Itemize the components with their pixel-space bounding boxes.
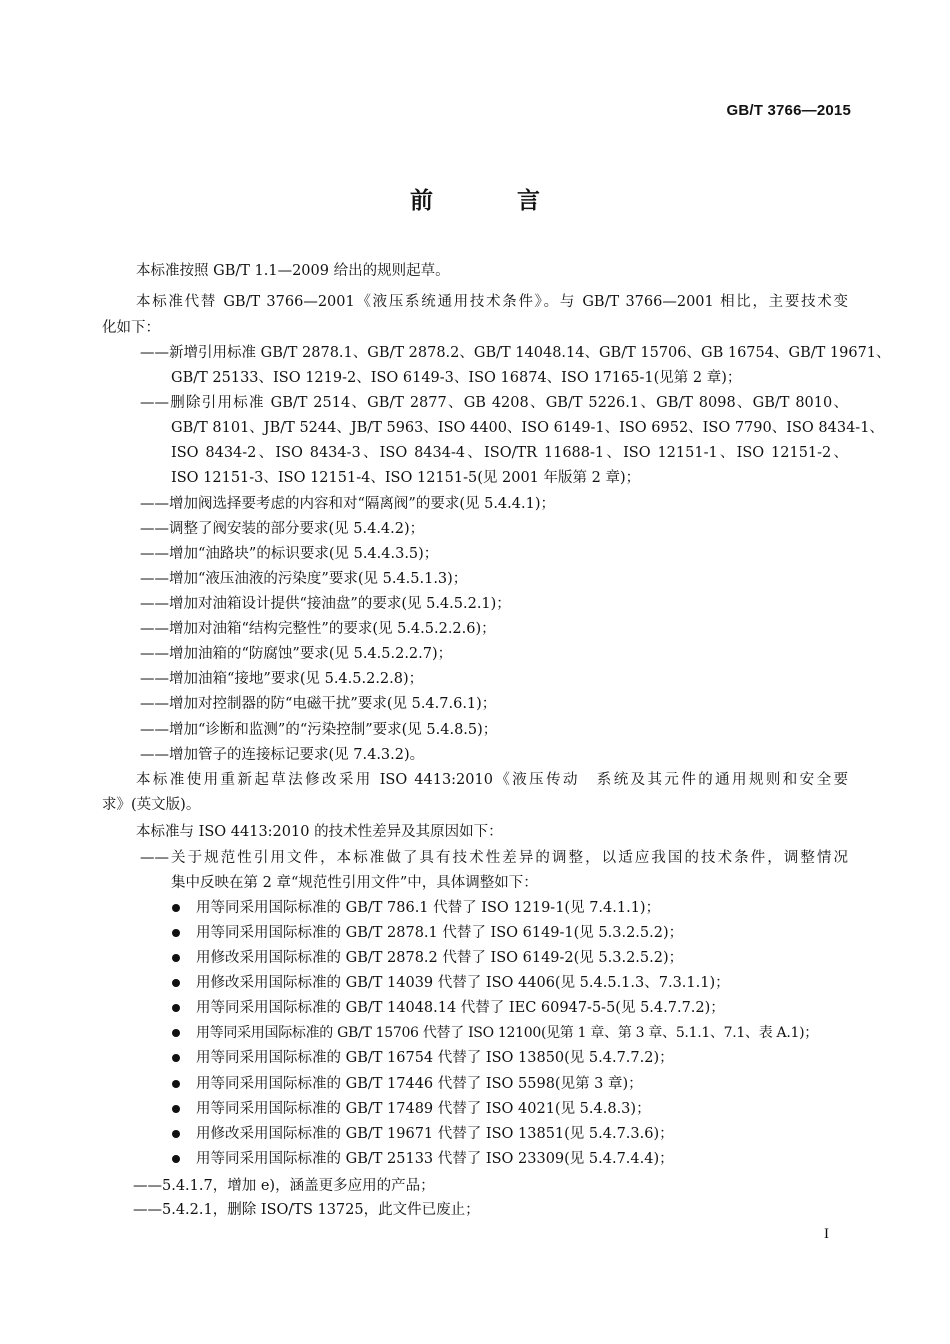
- paragraph-adoption: 本标准使用重新起草法修改采用 ISO 4413:2010《液压传动 系统及其元件的通用规则和安全要: [136, 772, 848, 788]
- change-item-added-refs-cont: GB/T 25133、ISO 1219-2、ISO 6149-3、ISO 16874、ISO 17165-1(见第 2 章)；: [171, 370, 742, 386]
- paragraph-adoption-cont: 求》(英文版)。: [102, 797, 201, 813]
- bullet-dot: [172, 929, 180, 937]
- bullet-dot: [172, 1004, 180, 1012]
- change-item: ——增加“油路块”的标识要求(见 5.4.4.3.5)；: [140, 546, 439, 562]
- page-number: I: [824, 1226, 829, 1242]
- change-item-deleted-refs: ——删除引用标准 GB/T 2514、GB/T 2877、GB 4208、GB/T 5226.1、GB/T 8098、GB/T 8010、: [140, 395, 848, 411]
- change-item: ——增加对油箱设计提供“接油盘”的要求(见 5.4.5.2.1)；: [140, 596, 511, 612]
- page-title: 前 言: [409, 188, 578, 214]
- bullet-dot: [172, 1155, 180, 1163]
- change-item-deleted-refs-cont: ISO 8434-2、ISO 8434-3、ISO 8434-4、ISO/TR 11688-1、ISO 12151-1、ISO 12151-2、: [171, 445, 848, 461]
- change-item-deleted-refs-cont: GB/T 8101、JB/T 5244、JB/T 5963、ISO 4400、ISO 6149-1、ISO 6952、ISO 7790、ISO 8434-1、: [171, 420, 884, 436]
- difference-item: ——5.4.2.1，删除 ISO/TS 13725，此文件已废止；: [133, 1202, 480, 1218]
- change-item: ——增加油箱“接地”要求(见 5.4.5.2.2.8)；: [140, 671, 424, 687]
- bullet-item: 用等同采用国际标准的 GB/T 25133 代替了 ISO 23309(见 5.4.7.4.4)；: [196, 1151, 674, 1167]
- bullet-item: 用等同采用国际标准的 GB/T 15706 代替了 ISO 12100(见第 1 章、第 3 章、5.1.1、7.1、表 A.1)；: [196, 1025, 818, 1041]
- difference-item-references: ——关于规范性引用文件，本标准做了具有技术性差异的调整，以适应我国的技术条件，调整情况: [140, 850, 848, 866]
- bullet-item: 用等同采用国际标准的 GB/T 14048.14 代替了 IEC 60947-5-5(见 5.4.7.7.2)；: [196, 1000, 725, 1016]
- paragraph-differences: 本标准与 ISO 4413:2010 的技术性差异及其原因如下：: [136, 824, 503, 840]
- paragraph-drafting-rule: 本标准按照 GB/T 1.1—2009 给出的规则起草。: [136, 263, 450, 279]
- change-item: ——增加阀选择要考虑的内容和对“隔离阀”的要求(见 5.4.4.1)；: [140, 496, 555, 512]
- bullet-item: 用等同采用国际标准的 GB/T 16754 代替了 ISO 13850(见 5.4.7.7.2)；: [196, 1050, 674, 1066]
- paragraph-replacement: 本标准代替 GB/T 3766—2001《液压系统通用技术条件》。与 GB/T 3766—2001 相比，主要技术变: [136, 294, 848, 310]
- change-item: ——增加油箱的“防腐蚀”要求(见 5.4.5.2.2.7)；: [140, 646, 453, 662]
- bullet-item: 用等同采用国际标准的 GB/T 2878.1 代替了 ISO 6149-1(见 5.3.2.5.2)；: [196, 925, 684, 941]
- bullet-dot: [172, 1054, 180, 1062]
- bullet-dot: [172, 1080, 180, 1088]
- bullet-item: 用等同采用国际标准的 GB/T 786.1 代替了 ISO 1219-1(见 7.4.1.1)；: [196, 900, 661, 916]
- paragraph-replacement-cont: 化如下：: [102, 320, 160, 336]
- change-item-deleted-refs-cont: ISO 12151-3、ISO 12151-4、ISO 12151-5(见 2001 年版第 2 章)；: [171, 470, 641, 486]
- change-item-added-refs: ——新增引用标准 GB/T 2878.1、GB/T 2878.2、GB/T 14048.14、GB/T 15706、GB 16754、GB/T 19671、: [140, 345, 891, 361]
- bullet-item: 用修改采用国际标准的 GB/T 19671 代替了 ISO 13851(见 5.4.7.3.6)；: [196, 1126, 674, 1142]
- bullet-dot: [172, 1130, 180, 1138]
- change-item: ——增加对油箱“结构完整性”的要求(见 5.4.5.2.2.6)；: [140, 621, 496, 637]
- bullet-item: 用修改采用国际标准的 GB/T 2878.2 代替了 ISO 6149-2(见 5.3.2.5.2)；: [196, 950, 684, 966]
- bullet-item: 用等同采用国际标准的 GB/T 17446 代替了 ISO 5598(见第 3 章)；: [196, 1076, 643, 1092]
- bullet-dot: [172, 904, 180, 912]
- bullet-dot: [172, 979, 180, 987]
- difference-item: ——5.4.1.7，增加 e)，涵盖更多应用的产品；: [133, 1178, 435, 1194]
- change-item: ——增加对控制器的防“电磁干扰”要求(见 5.4.7.6.1)；: [140, 696, 497, 712]
- bullet-dot: [172, 1105, 180, 1113]
- difference-item-references-cont: 集中反映在第 2 章“规范性引用文件”中，具体调整如下：: [171, 875, 538, 891]
- bullet-item: 用等同采用国际标准的 GB/T 17489 代替了 ISO 4021(见 5.4.8.3)；: [196, 1101, 651, 1117]
- bullet-item: 用修改采用国际标准的 GB/T 14039 代替了 ISO 4406(见 5.4.5.1.3、7.3.1.1)；: [196, 975, 730, 991]
- change-item: ——增加管子的连接标记要求(见 7.4.3.2)。: [140, 747, 425, 763]
- change-item: ——增加“诊断和监测”的“污染控制”要求(见 5.4.8.5)；: [140, 722, 498, 738]
- bullet-dot: [172, 954, 180, 962]
- change-item: ——调整了阀安装的部分要求(见 5.4.4.2)；: [140, 521, 425, 537]
- change-item: ——增加“液压油液的污染度”要求(见 5.4.5.1.3)；: [140, 571, 468, 587]
- document-code: GB/T 3766—2015: [726, 102, 851, 119]
- bullet-dot: [172, 1029, 180, 1037]
